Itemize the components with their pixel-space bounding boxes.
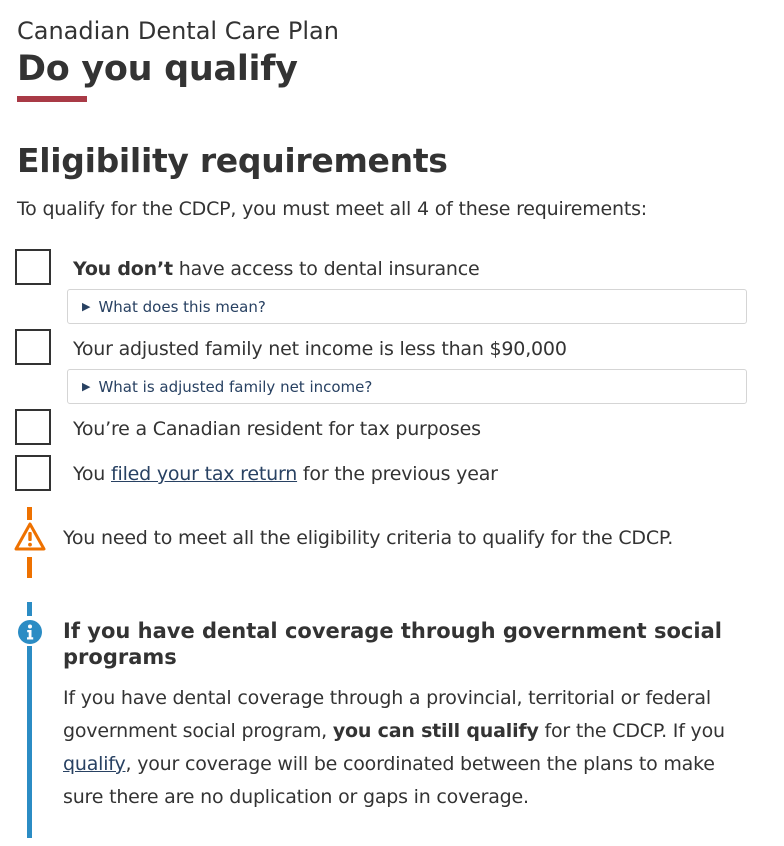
warning-border-bottom bbox=[27, 557, 32, 578]
expand-triangle-icon: ▶ bbox=[82, 380, 91, 393]
details-summary: What is adjusted family net income? bbox=[98, 377, 373, 396]
page-title: Do you qualify bbox=[17, 49, 298, 89]
details-adjusted-income[interactable] bbox=[67, 369, 747, 404]
requirement-4-prefix: You bbox=[73, 463, 111, 485]
info-body-part-2: for the CDCP. If you bbox=[538, 720, 725, 742]
requirement-4-suffix: for the previous year bbox=[297, 463, 498, 485]
qualify-link[interactable]: qualify bbox=[63, 753, 126, 775]
requirement-4-checkbox[interactable] bbox=[15, 455, 51, 491]
requirement-1-text: have access to dental insurance bbox=[172, 258, 480, 280]
info-icon bbox=[17, 619, 43, 645]
requirement-1-label bbox=[73, 255, 479, 283]
info-border-top bbox=[27, 602, 32, 616]
requirement-3-checkbox[interactable] bbox=[15, 409, 51, 445]
page-subtitle: Canadian Dental Care Plan bbox=[17, 17, 339, 45]
requirement-2-checkbox[interactable] bbox=[15, 329, 51, 365]
info-body-emphasis: you can still qualify bbox=[332, 720, 539, 742]
requirement-3-label: You’re a Canadian resident for tax purposes bbox=[73, 418, 481, 440]
title-underline bbox=[17, 96, 87, 102]
eligibility-intro: To qualify for the CDCP, you must meet all 4 of these requirements: bbox=[17, 198, 648, 220]
info-body bbox=[63, 682, 753, 814]
requirement-4-label bbox=[73, 460, 498, 488]
info-border-bottom bbox=[27, 646, 32, 838]
info-heading: If you have dental coverage through government social programs bbox=[63, 619, 722, 669]
details-summary: What does this mean? bbox=[98, 297, 266, 316]
warning-text: You need to meet all the eligibility criteria to qualify for the CDCP. bbox=[63, 527, 674, 549]
expand-triangle-icon: ▶ bbox=[82, 300, 91, 313]
requirement-1-checkbox[interactable] bbox=[15, 249, 51, 285]
eligibility-heading: Eligibility requirements bbox=[17, 141, 448, 180]
requirement-1-bold: You don’t bbox=[73, 258, 173, 280]
info-body-part-3: , your coverage will be coordinated between the plans to make sure there are no duplication or gaps in coverage. bbox=[63, 753, 715, 808]
requirement-2-label: Your adjusted family net income is less than $90,000 bbox=[73, 338, 567, 360]
warning-icon bbox=[14, 522, 46, 552]
warning-border-top bbox=[27, 507, 32, 520]
filed-tax-return-link[interactable]: filed your tax return bbox=[111, 463, 298, 485]
details-insurance-meaning[interactable] bbox=[67, 289, 747, 324]
info-body-part-1: If you have dental coverage through a provincial, territorial or federal government social program, bbox=[63, 687, 711, 742]
